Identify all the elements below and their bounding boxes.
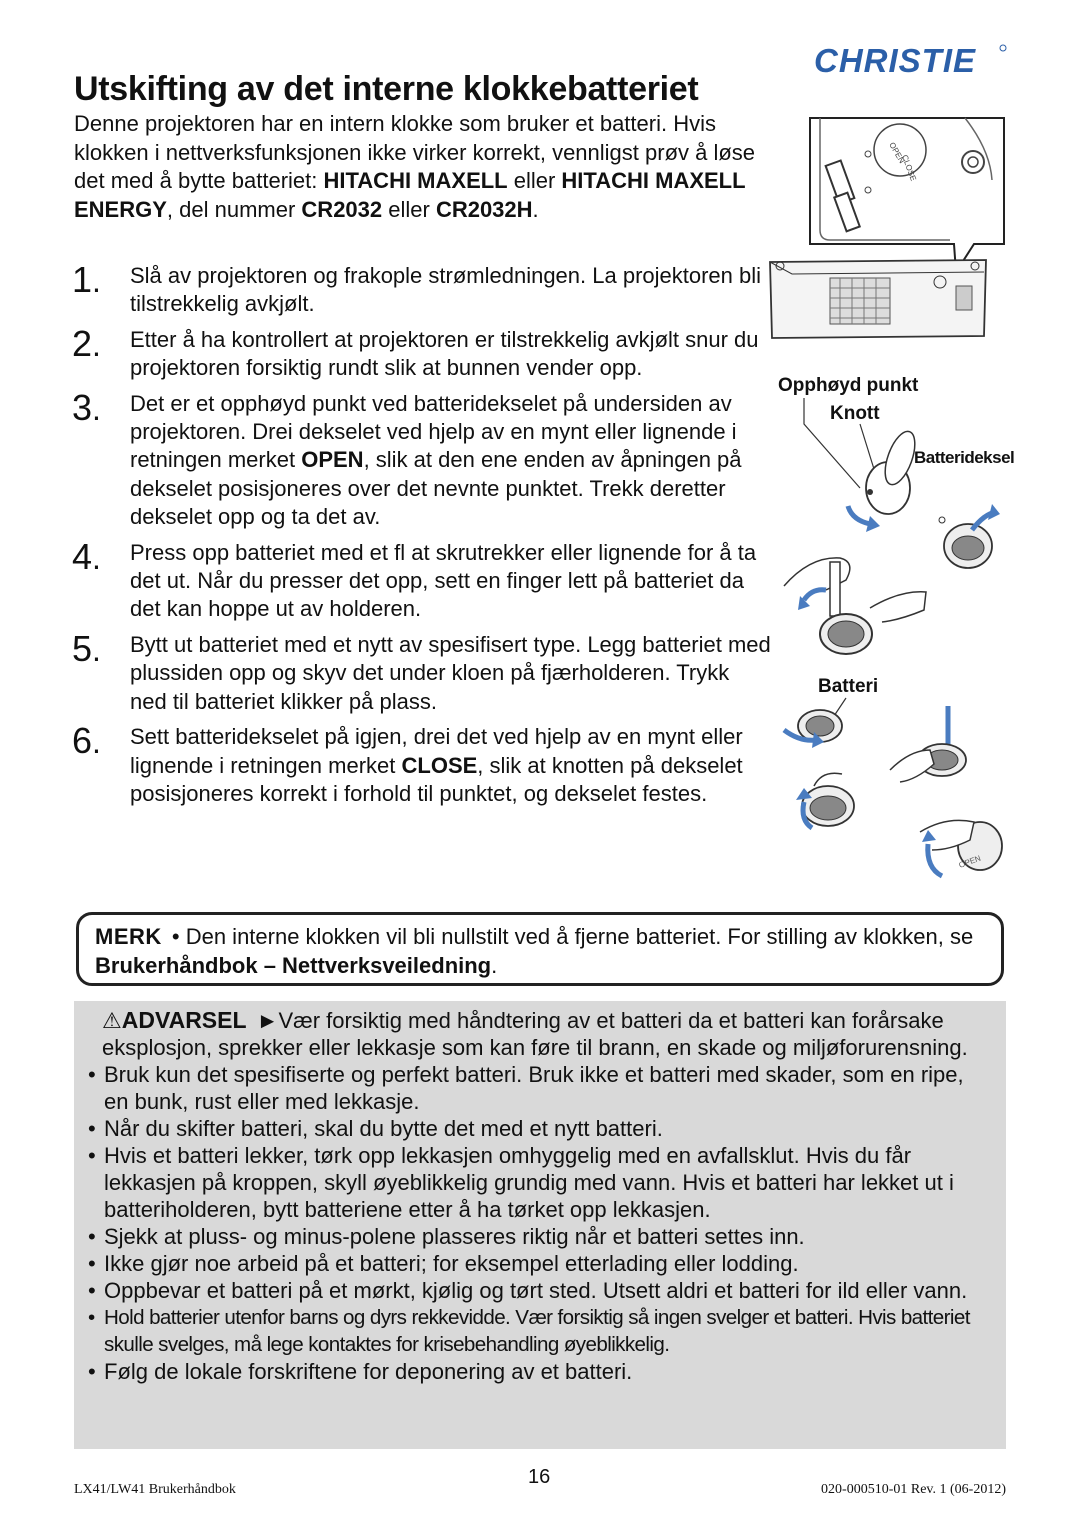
warning-bullet: • Ikke gjør noe arbeid på et batteri; for eksempel etterlading eller lodding. [88, 1250, 992, 1277]
warning-bullet: • Oppbevar et batteri på et mørkt, kjølig og tørt sted. Utsett aldri et batteri for ild eller vann. [88, 1277, 992, 1304]
warning-tag: ADVARSEL [121, 1007, 247, 1033]
step-item [72, 259, 772, 319]
svg-text:OPEN: OPEN [957, 853, 982, 870]
warning-bullet: • Følg de lokale forskriftene for deponering av et batteri. [88, 1358, 992, 1385]
note-tag: MERK [95, 924, 162, 949]
step-keyword: OPEN [301, 447, 364, 473]
step-text: Sett batteridekselet på igjen, drei det ved hjelp av en mynt eller lignende i retningen merket [130, 724, 743, 778]
step-number: 1 . [72, 260, 101, 301]
note-reference: Brukerhåndbok – Nettverksveiledning [95, 952, 492, 978]
step-item: 3 . Det er et opphøyd punkt ved batteridekselet på undersiden av projektoren. Drei dekselet ved hjelp av en mynt eller lignende i retningen merket OPEN, slik at den ene enden av åpningen på dekselet posisjoneres over det nevnte punktet. Trekk deretter dekselet opp og ta det av. [72, 390, 772, 532]
step-number: 6 . [72, 721, 101, 762]
warning-box [74, 1001, 1006, 1449]
label-raised-point: Opphøyd punkt [778, 375, 919, 396]
warning-triangle-icon: ⚠ [102, 1008, 122, 1033]
intro-part-2: CR2032H [435, 196, 533, 222]
footer-manual-name: LX41/LW41 Brukerhåndbok [74, 1482, 236, 1497]
label-battery: Batteri [818, 676, 879, 697]
step-item [72, 322, 772, 383]
warning-bullet: • Når du skifter batteri, skal du bytte det med et nytt batteri. [88, 1115, 992, 1142]
step-text: Etter å ha kontrollert at projektoren er tilstrekkelig avkjølt snur du projektoren forsiktig rundt slik at bunnen vender opp. [130, 326, 759, 381]
steps-list [72, 259, 772, 815]
step-number: 3 . [72, 388, 101, 429]
svg-text:CLOSE: CLOSE [900, 153, 918, 183]
step-number: 2 . [72, 324, 101, 365]
step-item [72, 535, 772, 624]
note-box: MERK • Den interne klokken vil bli nullstilt ved å fjerne batteriet. For stilling av klokken, se Brukerhåndbok – Nettverksveiledning. [76, 912, 1004, 986]
label-battery-cover: Batterideksel [914, 448, 1015, 467]
warning-bullet: • Hold batterier utenfor barns og dyrs rekkevidde. Vær forsiktig så ingen svelger et batteri. Hvis batteriet skulle svelges, må lege kontaktes for krisebehandling øyeblikkelig. [88, 1304, 992, 1358]
step-number: 5 . [72, 629, 101, 670]
intro-brand-1: HITACHI MAXELL [323, 168, 508, 194]
arrow-right-icon: ► [256, 1008, 279, 1033]
step-item: 6 . Sett batteridekselet på igjen, drei det ved hjelp av en mynt eller lignende i retningen merket CLOSE, slik at knotten på dekselet posisjoneres korrekt i forhold til punktet, og dekselet festes. [72, 723, 772, 808]
label-knob: Knott [830, 403, 880, 424]
intro-part-1: CR2032 [301, 196, 383, 222]
warning-heading [88, 1007, 992, 1061]
step-text: Det er et opphøyd punkt ved batteridekselet på undersiden av projektoren. Drei dekselet ved hjelp av en mynt eller lignende i retningen merket [130, 390, 737, 473]
step-keyword: CLOSE [401, 752, 478, 778]
step-text: Bytt ut batteriet med et nytt av spesifisert type. Legg batteriet med plussiden opp og skyv det under kloen på fjærholderen. Trykk ned til batteriet klikker på plass. [130, 631, 771, 714]
christie-logo [810, 40, 1010, 80]
step-text: Slå av projektoren og frakople strømledningen. La projektoren bli tilstrekkelig avkjølt. [130, 263, 762, 317]
warning-bullet: • Bruk kun det spesifiserte og perfekt batteri. Bruk ikke et batteri med skader, som en ripe, en bunk, rust eller med lekkasje. [88, 1061, 992, 1115]
svg-text:OPEN: OPEN [887, 140, 907, 165]
step-number: 4 . [72, 537, 101, 578]
intro-text: Denne projektoren har en intern klokke som bruker et batteri. Hvis klokken i nettverksfunksjonen ikke virker korrekt, vennligst prøv å løse det med å bytte batteriet: [74, 111, 756, 194]
warning-bullet: • Sjekk at pluss- og minus-polene plasseres riktig når et batteri settes inn. [88, 1223, 992, 1250]
logo-wordmark: CHRISTIE [814, 42, 977, 79]
intro-paragraph: Denne projektoren har en intern klokke som bruker et batteri. Hvis klokken i nettverksfunksjonen ikke virker korrekt, vennligst prøv å løse det med å bytte batteriet: HITACHI MAXELL eller HITACHI MAXELL ENERGY, del nummer CR2032 eller CR2032H. [74, 111, 756, 222]
note-text: • Den interne klokken vil bli nullstilt ved å fjerne batteriet. For stilling av klokken, se [165, 924, 974, 949]
warning-bullet: • Hvis et batteri lekker, tørk opp lekkasjen omhyggelig med en avfallsklut. Hvis du får lekkasjen på kroppen, skyll øyeblikkelig grundig med vann. Hvis et batteri har lekket ut i batteriholderen, bytt batteriene etter å ha tørket opp lekkasjen. [88, 1142, 992, 1223]
warning-intro: Vær forsiktig med håndtering av et batteri da et batteri kan forårsake eksplosjon, sprekker eller lekkasje som kan føre til brann, en skade og miljøforurensning. [102, 1008, 968, 1060]
footer-doc-number: 020-000510-01 Rev. 1 (06-2012) [821, 1482, 1006, 1497]
step-item [72, 627, 772, 716]
intro-brand-2: HITACHI MAXELL ENERGY [74, 168, 746, 222]
illustration-drawing [760, 110, 1030, 890]
step-text: Press opp batteriet med et fl at skrutrekker eller lignende for å ta det ut. Når du presser det opp, sett en finger lett på batteriet da det kan hoppe ut av holderen. [130, 539, 757, 622]
page-title: Utskifting av det interne klokkebatteriet [74, 70, 699, 108]
battery-illustration [760, 110, 1030, 890]
page-number: 16 [528, 1466, 551, 1488]
